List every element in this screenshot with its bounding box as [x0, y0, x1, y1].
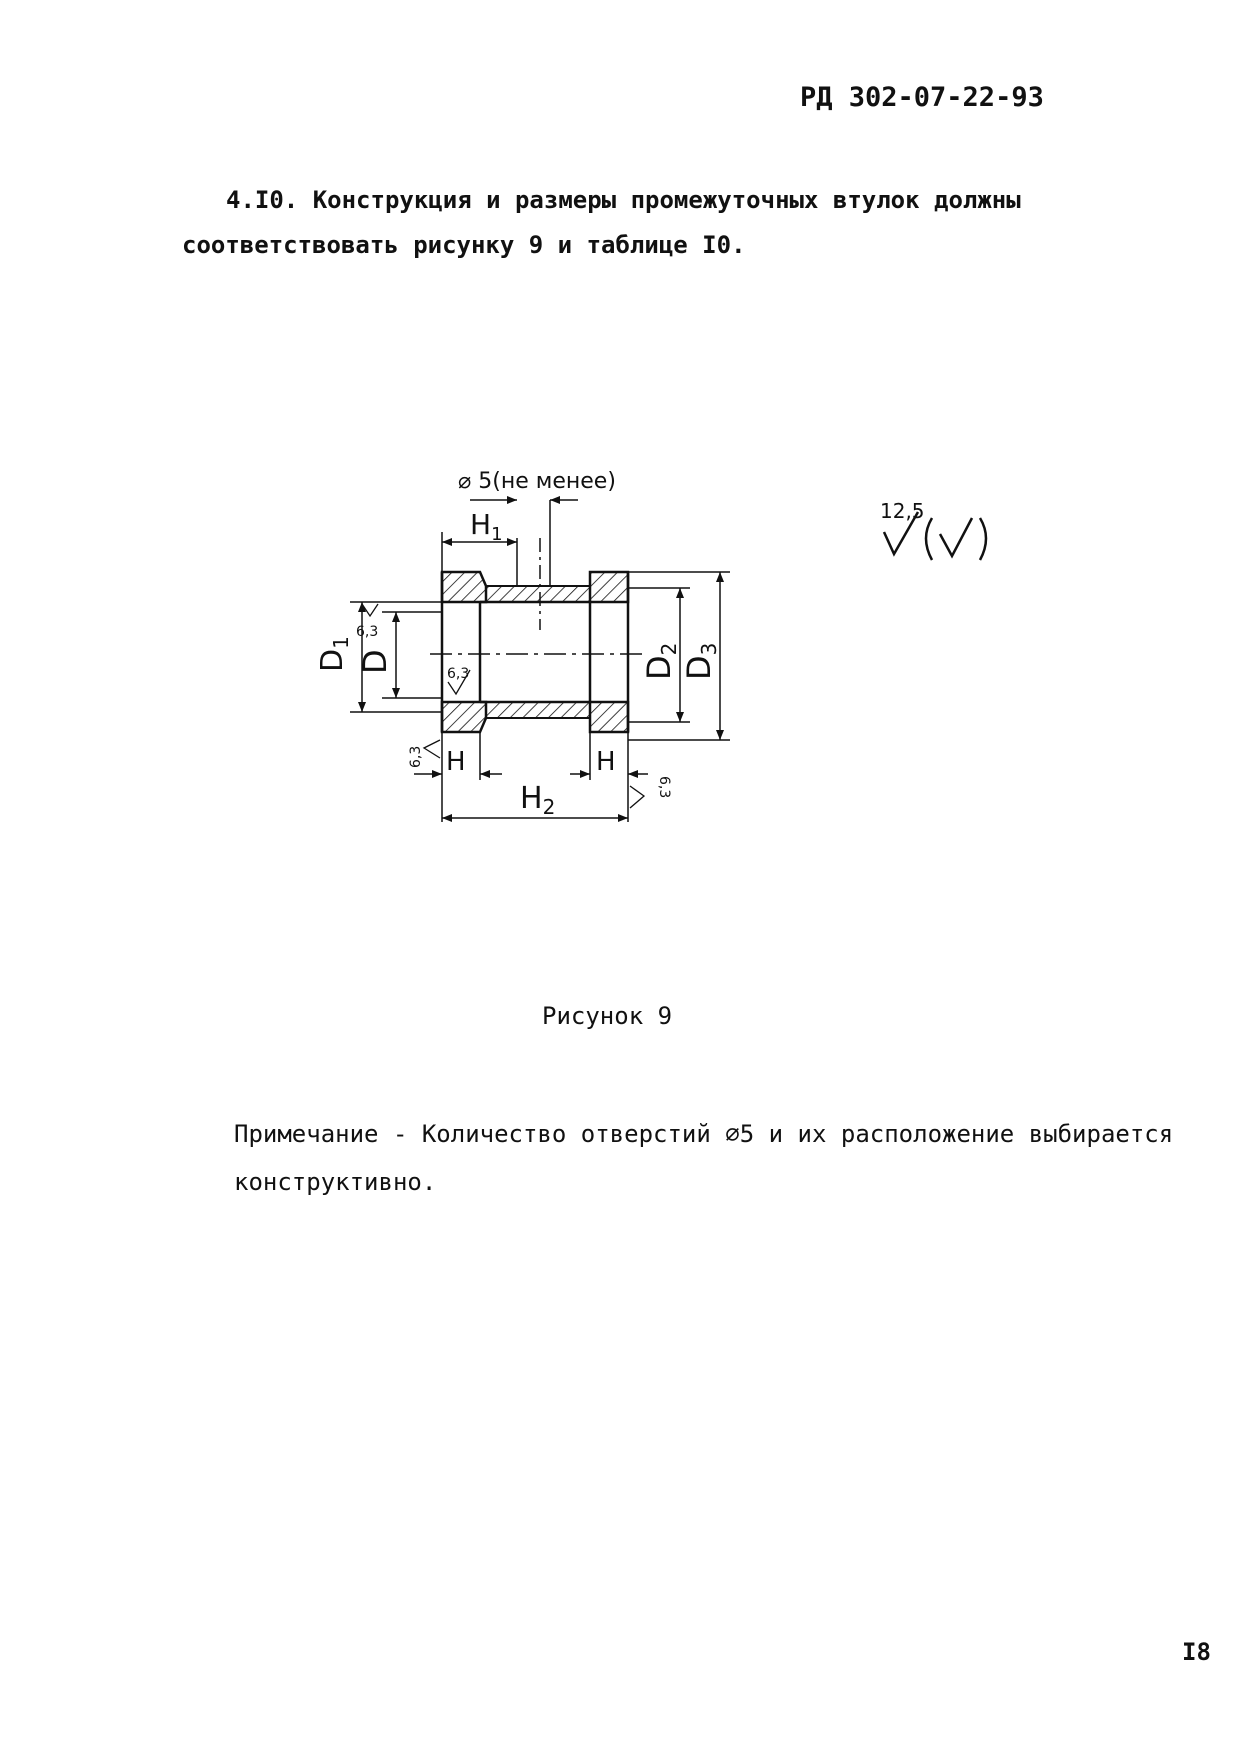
dim-h-left: H — [446, 747, 466, 777]
hole-diameter-label: ⌀ 5(не менее) — [458, 469, 616, 494]
roughness-flange-value: 6,3 — [447, 666, 470, 682]
paragraph-line-2: соответствовать рисунку 9 и таблице I0. — [182, 231, 746, 259]
dim-h1: $H_1$ — [470, 508, 503, 545]
bushing-drawing-svg — [315, 469, 1030, 950]
dim-h-right: H — [596, 747, 616, 777]
dim-h2: $H_2$ — [520, 781, 556, 819]
note-line-1: Примечание - Количество отверстий ⌀5 и их расположение выбирается — [234, 1120, 1174, 1148]
section-paragraph — [182, 178, 1182, 268]
roughness-bore-value: 6,3 — [356, 624, 379, 640]
roughness-right-end-value: 6,3 — [656, 776, 672, 799]
dim-d3: D3 — [680, 642, 721, 680]
document-code: РД 302-07-22-93 — [800, 82, 1044, 113]
figure-caption: Рисунок 9 — [542, 1002, 673, 1030]
paragraph-line-1: 4.I0. Конструкция и размеры промежуточных втулок должны — [226, 186, 1021, 214]
roughness-left-end-value: 6,3 — [408, 745, 424, 768]
dim-d: D — [356, 649, 394, 674]
page-number: I8 — [1182, 1638, 1211, 1666]
roughness-value: 12,5 — [880, 499, 925, 523]
dim-d2: D2 — [640, 642, 681, 680]
bushing-drawing — [315, 469, 1030, 950]
note-paragraph — [234, 1110, 1244, 1206]
dim-d1: $D_1$ — [315, 636, 353, 672]
note-line-2: конструктивно. — [234, 1168, 437, 1196]
